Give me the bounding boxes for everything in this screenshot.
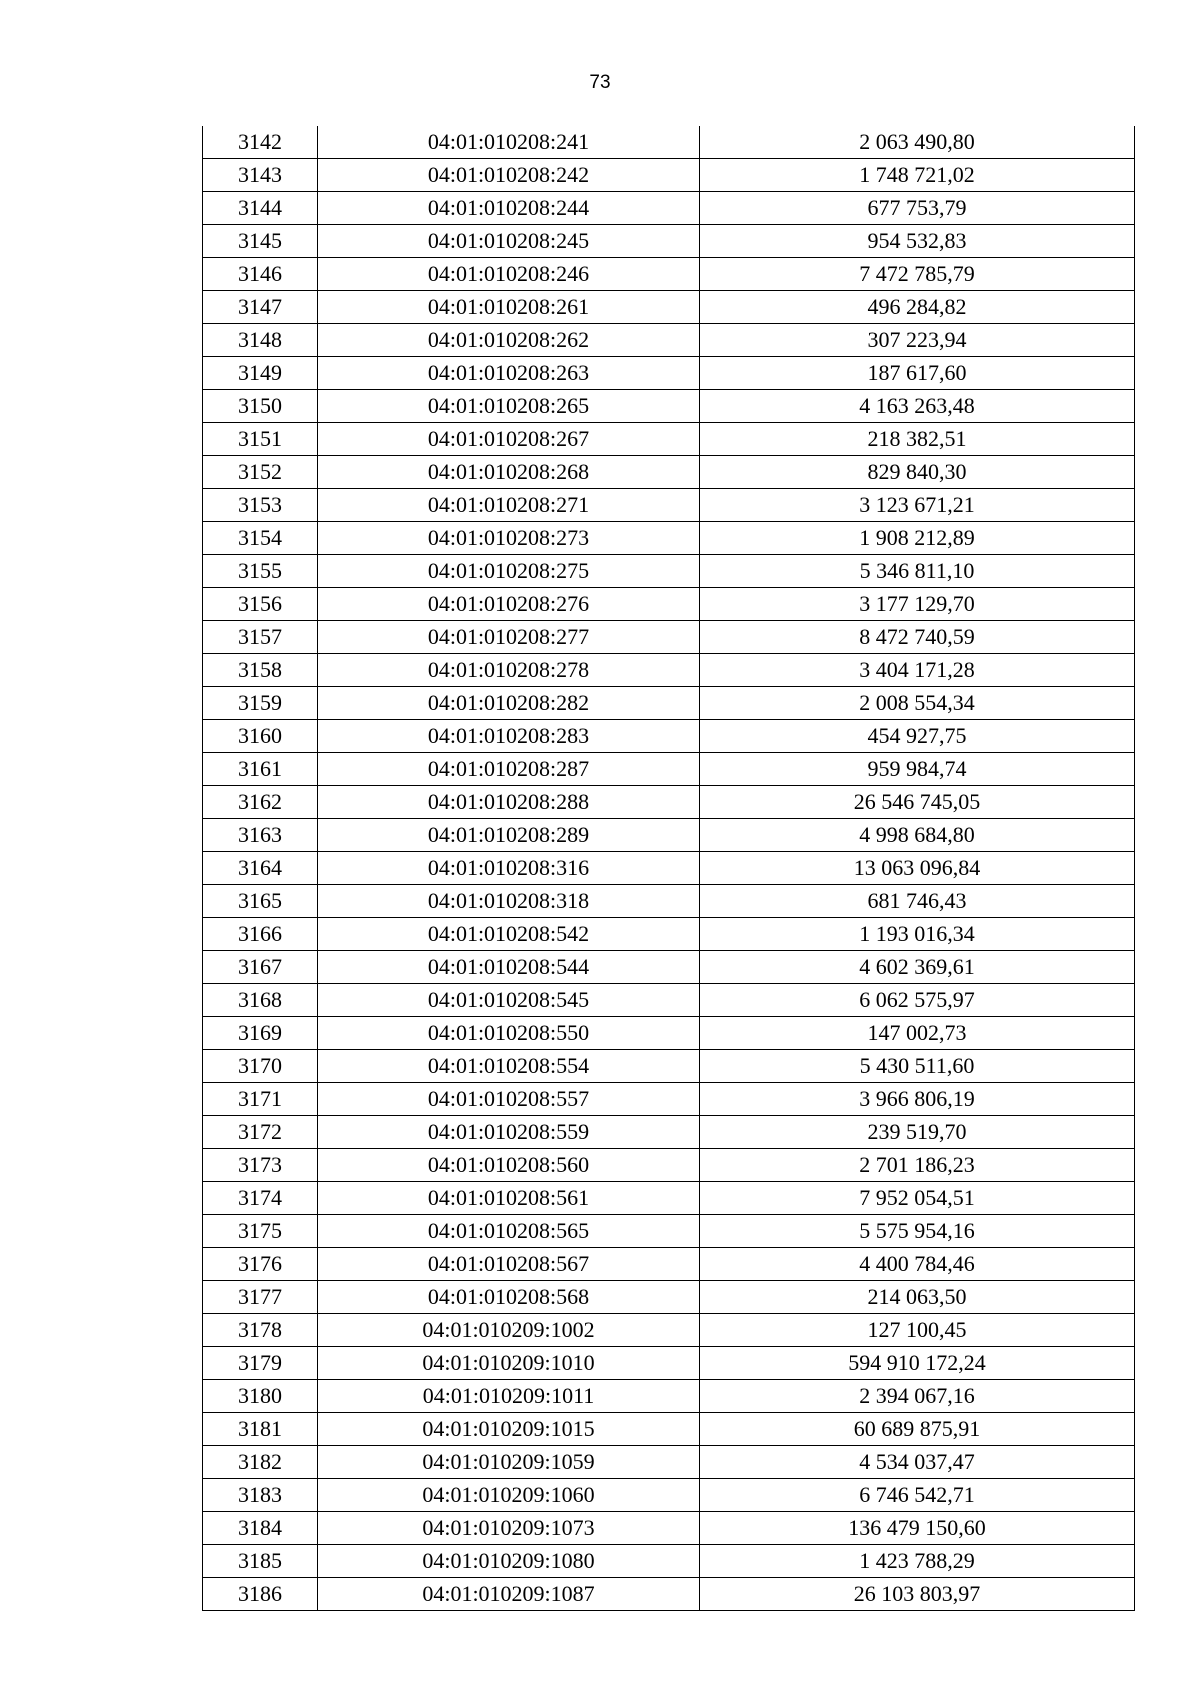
value-cell: 3 966 806,19 xyxy=(700,1083,1135,1116)
row-number-cell: 3165 xyxy=(203,885,318,918)
row-number-cell: 3179 xyxy=(203,1347,318,1380)
cadastral-number-cell: 04:01:010208:560 xyxy=(318,1149,700,1182)
value-cell: 147 002,73 xyxy=(700,1017,1135,1050)
table-row xyxy=(203,1413,1135,1446)
cadastral-number-cell: 04:01:010208:289 xyxy=(318,819,700,852)
cadastral-number-cell: 04:01:010208:282 xyxy=(318,687,700,720)
cadastral-number-cell: 04:01:010208:271 xyxy=(318,489,700,522)
table-row xyxy=(203,1215,1135,1248)
table-row xyxy=(203,654,1135,687)
cadastral-number-cell: 04:01:010208:241 xyxy=(318,126,700,159)
cadastral-number-cell: 04:01:010208:559 xyxy=(318,1116,700,1149)
cadastral-number-cell: 04:01:010208:244 xyxy=(318,192,700,225)
row-number-cell: 3186 xyxy=(203,1578,318,1611)
row-number-cell: 3172 xyxy=(203,1116,318,1149)
row-number-cell: 3149 xyxy=(203,357,318,390)
row-number-cell: 3150 xyxy=(203,390,318,423)
cadastral-number-cell: 04:01:010208:557 xyxy=(318,1083,700,1116)
table-row xyxy=(203,126,1135,159)
table-row xyxy=(203,621,1135,654)
row-number-cell: 3164 xyxy=(203,852,318,885)
row-number-cell: 3184 xyxy=(203,1512,318,1545)
value-cell: 13 063 096,84 xyxy=(700,852,1135,885)
cadastral-number-cell: 04:01:010208:265 xyxy=(318,390,700,423)
cadastral-number-cell: 04:01:010209:1059 xyxy=(318,1446,700,1479)
value-cell: 594 910 172,24 xyxy=(700,1347,1135,1380)
table-row xyxy=(203,1182,1135,1215)
table-row xyxy=(203,1314,1135,1347)
value-cell: 26 546 745,05 xyxy=(700,786,1135,819)
row-number-cell: 3163 xyxy=(203,819,318,852)
value-cell: 4 163 263,48 xyxy=(700,390,1135,423)
table-row xyxy=(203,1149,1135,1182)
table-row xyxy=(203,159,1135,192)
row-number-cell: 3152 xyxy=(203,456,318,489)
value-cell: 4 534 037,47 xyxy=(700,1446,1135,1479)
value-cell: 7 472 785,79 xyxy=(700,258,1135,291)
row-number-cell: 3177 xyxy=(203,1281,318,1314)
table-row xyxy=(203,951,1135,984)
value-cell: 2 701 186,23 xyxy=(700,1149,1135,1182)
value-cell: 4 400 784,46 xyxy=(700,1248,1135,1281)
row-number-cell: 3147 xyxy=(203,291,318,324)
cadastral-number-cell: 04:01:010208:276 xyxy=(318,588,700,621)
table-row xyxy=(203,522,1135,555)
cadastral-number-cell: 04:01:010209:1015 xyxy=(318,1413,700,1446)
table-row xyxy=(203,984,1135,1017)
row-number-cell: 3154 xyxy=(203,522,318,555)
value-cell: 26 103 803,97 xyxy=(700,1578,1135,1611)
cadastral-number-cell: 04:01:010208:545 xyxy=(318,984,700,1017)
row-number-cell: 3174 xyxy=(203,1182,318,1215)
cadastral-number-cell: 04:01:010208:287 xyxy=(318,753,700,786)
table-row xyxy=(203,489,1135,522)
table-row xyxy=(203,819,1135,852)
row-number-cell: 3156 xyxy=(203,588,318,621)
cadastral-number-cell: 04:01:010208:561 xyxy=(318,1182,700,1215)
table-row xyxy=(203,1512,1135,1545)
row-number-cell: 3185 xyxy=(203,1545,318,1578)
value-cell: 307 223,94 xyxy=(700,324,1135,357)
cadastral-number-cell: 04:01:010208:567 xyxy=(318,1248,700,1281)
row-number-cell: 3171 xyxy=(203,1083,318,1116)
row-number-cell: 3157 xyxy=(203,621,318,654)
value-cell: 7 952 054,51 xyxy=(700,1182,1135,1215)
table-row xyxy=(203,885,1135,918)
table-row xyxy=(203,1347,1135,1380)
table-row xyxy=(203,1380,1135,1413)
value-cell: 3 404 171,28 xyxy=(700,654,1135,687)
cadastral-number-cell: 04:01:010208:318 xyxy=(318,885,700,918)
table-body xyxy=(203,126,1135,1611)
table-row xyxy=(203,1083,1135,1116)
row-number-cell: 3153 xyxy=(203,489,318,522)
row-number-cell: 3148 xyxy=(203,324,318,357)
cadastral-number-cell: 04:01:010208:261 xyxy=(318,291,700,324)
value-cell: 218 382,51 xyxy=(700,423,1135,456)
row-number-cell: 3173 xyxy=(203,1149,318,1182)
row-number-cell: 3175 xyxy=(203,1215,318,1248)
value-cell: 454 927,75 xyxy=(700,720,1135,753)
table-row xyxy=(203,786,1135,819)
table-row xyxy=(203,687,1135,720)
cadastral-number-cell: 04:01:010208:554 xyxy=(318,1050,700,1083)
cadastral-number-cell: 04:01:010208:316 xyxy=(318,852,700,885)
table-row xyxy=(203,555,1135,588)
value-cell: 60 689 875,91 xyxy=(700,1413,1135,1446)
cadastral-number-cell: 04:01:010209:1010 xyxy=(318,1347,700,1380)
row-number-cell: 3159 xyxy=(203,687,318,720)
row-number-cell: 3142 xyxy=(203,126,318,159)
table-row xyxy=(203,1017,1135,1050)
value-cell: 136 479 150,60 xyxy=(700,1512,1135,1545)
data-table xyxy=(202,126,1135,1611)
cadastral-number-cell: 04:01:010208:275 xyxy=(318,555,700,588)
value-cell: 127 100,45 xyxy=(700,1314,1135,1347)
value-cell: 5 346 811,10 xyxy=(700,555,1135,588)
value-cell: 1 423 788,29 xyxy=(700,1545,1135,1578)
value-cell: 2 008 554,34 xyxy=(700,687,1135,720)
value-cell: 1 193 016,34 xyxy=(700,918,1135,951)
table-row xyxy=(203,1116,1135,1149)
value-cell: 3 177 129,70 xyxy=(700,588,1135,621)
value-cell: 3 123 671,21 xyxy=(700,489,1135,522)
cadastral-number-cell: 04:01:010208:278 xyxy=(318,654,700,687)
cadastral-number-cell: 04:01:010208:246 xyxy=(318,258,700,291)
row-number-cell: 3169 xyxy=(203,1017,318,1050)
table-row xyxy=(203,1248,1135,1281)
value-cell: 187 617,60 xyxy=(700,357,1135,390)
row-number-cell: 3146 xyxy=(203,258,318,291)
cadastral-number-cell: 04:01:010208:283 xyxy=(318,720,700,753)
cadastral-number-cell: 04:01:010209:1080 xyxy=(318,1545,700,1578)
cadastral-number-cell: 04:01:010208:267 xyxy=(318,423,700,456)
value-cell: 239 519,70 xyxy=(700,1116,1135,1149)
cadastral-number-cell: 04:01:010208:288 xyxy=(318,786,700,819)
table-row xyxy=(203,324,1135,357)
value-cell: 214 063,50 xyxy=(700,1281,1135,1314)
table-row xyxy=(203,258,1135,291)
cadastral-number-cell: 04:01:010208:273 xyxy=(318,522,700,555)
cadastral-number-cell: 04:01:010209:1073 xyxy=(318,1512,700,1545)
table-row xyxy=(203,1446,1135,1479)
table-row xyxy=(203,192,1135,225)
value-cell: 5 430 511,60 xyxy=(700,1050,1135,1083)
row-number-cell: 3176 xyxy=(203,1248,318,1281)
row-number-cell: 3166 xyxy=(203,918,318,951)
cadastral-number-cell: 04:01:010208:262 xyxy=(318,324,700,357)
page-number: 73 xyxy=(589,72,611,93)
value-cell: 496 284,82 xyxy=(700,291,1135,324)
cadastral-number-cell: 04:01:010208:565 xyxy=(318,1215,700,1248)
value-cell: 6 062 575,97 xyxy=(700,984,1135,1017)
cadastral-number-cell: 04:01:010209:1011 xyxy=(318,1380,700,1413)
value-cell: 4 998 684,80 xyxy=(700,819,1135,852)
cadastral-number-cell: 04:01:010208:245 xyxy=(318,225,700,258)
row-number-cell: 3160 xyxy=(203,720,318,753)
row-number-cell: 3144 xyxy=(203,192,318,225)
value-cell: 8 472 740,59 xyxy=(700,621,1135,654)
table-row xyxy=(203,1545,1135,1578)
table-row xyxy=(203,456,1135,489)
value-cell: 4 602 369,61 xyxy=(700,951,1135,984)
value-cell: 1 748 721,02 xyxy=(700,159,1135,192)
cadastral-number-cell: 04:01:010208:242 xyxy=(318,159,700,192)
row-number-cell: 3178 xyxy=(203,1314,318,1347)
value-cell: 6 746 542,71 xyxy=(700,1479,1135,1512)
table-row xyxy=(203,852,1135,885)
value-cell: 681 746,43 xyxy=(700,885,1135,918)
cadastral-number-cell: 04:01:010208:263 xyxy=(318,357,700,390)
table-row xyxy=(203,390,1135,423)
value-cell: 5 575 954,16 xyxy=(700,1215,1135,1248)
table-row xyxy=(203,1479,1135,1512)
row-number-cell: 3180 xyxy=(203,1380,318,1413)
table-row xyxy=(203,720,1135,753)
row-number-cell: 3158 xyxy=(203,654,318,687)
cadastral-number-cell: 04:01:010208:268 xyxy=(318,456,700,489)
row-number-cell: 3170 xyxy=(203,1050,318,1083)
cadastral-number-cell: 04:01:010209:1060 xyxy=(318,1479,700,1512)
value-cell: 677 753,79 xyxy=(700,192,1135,225)
table-row xyxy=(203,357,1135,390)
table-row xyxy=(203,291,1135,324)
value-cell: 954 532,83 xyxy=(700,225,1135,258)
row-number-cell: 3145 xyxy=(203,225,318,258)
table-row xyxy=(203,918,1135,951)
table-row xyxy=(203,1281,1135,1314)
row-number-cell: 3143 xyxy=(203,159,318,192)
value-cell: 2 063 490,80 xyxy=(700,126,1135,159)
row-number-cell: 3161 xyxy=(203,753,318,786)
table-row xyxy=(203,423,1135,456)
cadastral-number-cell: 04:01:010208:550 xyxy=(318,1017,700,1050)
cadastral-number-cell: 04:01:010208:568 xyxy=(318,1281,700,1314)
cadastral-number-cell: 04:01:010208:542 xyxy=(318,918,700,951)
cadastral-number-cell: 04:01:010208:277 xyxy=(318,621,700,654)
row-number-cell: 3151 xyxy=(203,423,318,456)
row-number-cell: 3167 xyxy=(203,951,318,984)
table-row xyxy=(203,1578,1135,1611)
value-cell: 1 908 212,89 xyxy=(700,522,1135,555)
row-number-cell: 3181 xyxy=(203,1413,318,1446)
row-number-cell: 3182 xyxy=(203,1446,318,1479)
table-row xyxy=(203,753,1135,786)
value-cell: 829 840,30 xyxy=(700,456,1135,489)
row-number-cell: 3183 xyxy=(203,1479,318,1512)
table-row xyxy=(203,1050,1135,1083)
cadastral-number-cell: 04:01:010208:544 xyxy=(318,951,700,984)
row-number-cell: 3162 xyxy=(203,786,318,819)
cadastral-number-cell: 04:01:010209:1087 xyxy=(318,1578,700,1611)
row-number-cell: 3168 xyxy=(203,984,318,1017)
value-cell: 959 984,74 xyxy=(700,753,1135,786)
cadastral-number-cell: 04:01:010209:1002 xyxy=(318,1314,700,1347)
table-row xyxy=(203,225,1135,258)
value-cell: 2 394 067,16 xyxy=(700,1380,1135,1413)
table-row xyxy=(203,588,1135,621)
row-number-cell: 3155 xyxy=(203,555,318,588)
